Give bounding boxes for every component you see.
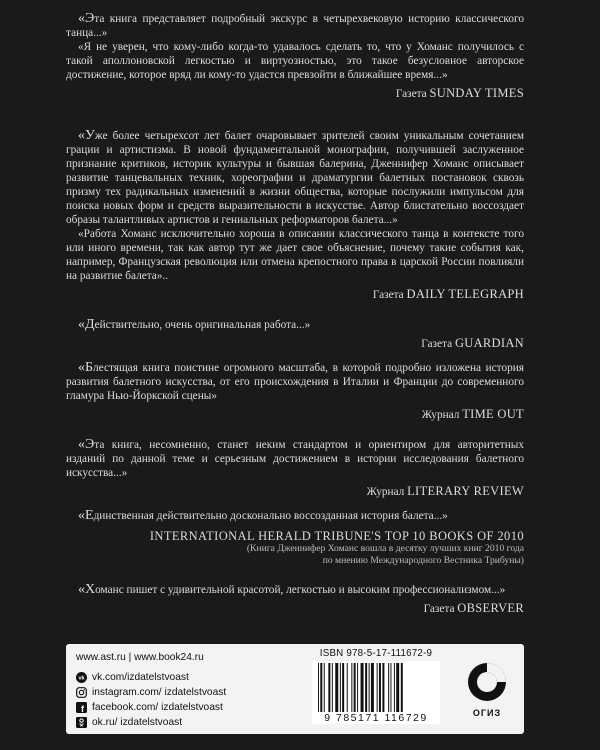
barcode-bar: [328, 663, 330, 713]
svg-text:vk: vk: [78, 675, 85, 682]
review-paragraph: «Работа Хоманс исключительно хороша в описании классического танца в контексте того или иного времени, так как автор тут же дает свое объяснение, почему такие события как, например, Французская революция или отмена крепостного права в царской России повлияли на развитие балета»..: [66, 228, 524, 282]
odnoklassniki-icon: [76, 717, 87, 728]
source-type: Газета: [395, 88, 427, 100]
barcode-bar: [340, 663, 341, 713]
barcode-bar: [318, 663, 319, 713]
barcode-bar: [332, 663, 333, 713]
review-source: [66, 601, 524, 616]
instagram-icon: [76, 687, 87, 698]
social-link-odnoklassniki[interactable]: [76, 715, 226, 729]
reviews-block: [66, 12, 524, 616]
iht-note-line: (Книга Дженнифер Хоманс вошла в десятку лучших книг 2010 года: [246, 543, 524, 554]
social-link-label: instagram.com/ izdatelstvoast: [92, 686, 227, 698]
barcode-number: 9 785171 116729: [312, 712, 440, 724]
iht-title: INTERNATIONAL HERALD TRIBUNE'S TOP 10 BOOKS OF 2010: [149, 529, 524, 543]
publisher-logo: [464, 658, 510, 724]
barcode-bar: [342, 663, 344, 713]
barcode-bar: [347, 663, 348, 713]
source-type: Журнал: [366, 486, 405, 498]
review-paragraph: «Блестящая книга поистине огромного масштаба, в которой подробно изложена история развития балетного искусства, от его происхождения в Италии и Франции до современного гламура Нью-Йоркской сцены»: [66, 360, 524, 402]
barcode: [312, 661, 440, 723]
review-paragraph: «Эта книга, несомненно, станет неким стандартом и ориентиром для авторитетных изданий по данной теме и серьезным достижением в истории исследования балетного искусства...»: [66, 437, 524, 479]
review-paragraph: «Действительно, очень оригинальная работа...»: [78, 317, 311, 332]
social-link-label: vk.com/izdatelstvoast: [92, 671, 189, 683]
barcode-bar: [371, 663, 374, 713]
barcode-bar: [396, 663, 399, 713]
barcode-bar: [357, 663, 358, 713]
barcode-bar: [365, 663, 367, 713]
barcode-bar: [351, 663, 352, 713]
review-source: [66, 484, 524, 499]
source-name: DAILY TELEGRAPH: [406, 287, 524, 301]
barcode-bar: [382, 663, 384, 713]
source-name: OBSERVER: [457, 601, 524, 615]
barcode-bar: [324, 663, 325, 713]
source-type: Журнал: [421, 409, 460, 421]
source-name: SUNDAY TIMES: [429, 86, 524, 100]
review-paragraph: «Уже более четырехсот лет балет очаровывает зрителей своим уникальным сочетанием грации и артистизма. В новой фундаментальной монографии, получившей заслуженное признание критиков, историк культуры и бывшая балерина, Дженнифер Хоманс описывает развитие танцевальных техник, хореографии и драматургии балетных постановок сквозь призму тех радикальных изменений в жизни общества, которые послужили импульсом для поиска новых форм и средств выразительности в искусстве. Автор блистательно воссоздает образы талантливых артистов и гениальных реформаторов балета...»: [66, 128, 524, 226]
barcode-bar: [388, 663, 389, 713]
social-links: [76, 670, 226, 730]
review-source: [66, 86, 524, 101]
social-link-vk[interactable]: [76, 670, 226, 684]
facebook-icon: [76, 702, 87, 713]
source-name: LITERARY REVIEW: [407, 484, 524, 498]
barcode-bars: [316, 663, 436, 713]
source-name: GUARDIAN: [454, 336, 524, 350]
social-link-label: ok.ru/ izdatelstvoast: [92, 716, 183, 728]
isbn-block: [306, 648, 446, 723]
review-paragraph: «Эта книга представляет подробный экскурс в четырехвековую историю классического танца...»: [66, 11, 524, 39]
publisher-name: ОГИЗ: [472, 708, 502, 718]
review-paragraph: «Хоманс пишет с удивительной красотой, легкостью и высоким профессионализмом...»: [78, 582, 506, 597]
isbn-number: ISBN 978-5-17-111672-9: [319, 648, 433, 659]
social-link-facebook[interactable]: [76, 700, 226, 714]
ogiz-logo-icon: [464, 658, 510, 708]
barcode-bar: [377, 663, 378, 713]
barcode-bar: [369, 663, 370, 713]
source-type: Газета: [421, 338, 453, 350]
svg-text:f: f: [81, 703, 84, 713]
source-name: TIME OUT: [462, 407, 524, 421]
review-paragraph: «Я не уверен, что кому-либо когда-то удавалось сделать то, что у Хоманс получилось с такой аполлоновской легкостью и виртуозностью, это такое безусловное авторское достижение, которое вряд ли кому-то удастся превзойти в ближайшее время...»: [66, 41, 524, 81]
vk-icon: [76, 672, 87, 683]
source-type: Газета: [423, 603, 455, 615]
review-source: [66, 287, 524, 302]
barcode-bar: [401, 663, 403, 713]
barcode-bar: [394, 663, 395, 713]
review-source: [66, 407, 524, 422]
barcode-bar: [361, 663, 364, 713]
barcode-bar: [390, 663, 391, 713]
source-type: Газета: [372, 289, 404, 301]
publisher-websites[interactable]: www.ast.ru | www.book24.ru: [76, 652, 204, 663]
review-source: [66, 336, 524, 351]
social-link-instagram[interactable]: [76, 685, 226, 699]
barcode-bar: [379, 663, 381, 713]
social-link-label: facebook.com/ izdatelstvoast: [92, 701, 223, 713]
iht-note-line: по мнению Международного Вестника Трибуны): [322, 555, 524, 566]
barcode-bar: [320, 663, 322, 713]
review-paragraph: «Единственная действительно досконально воссозданная история балета...»: [78, 508, 448, 523]
barcode-bar: [335, 663, 338, 713]
publisher-footer: [66, 644, 524, 734]
barcode-bar: [354, 663, 356, 713]
